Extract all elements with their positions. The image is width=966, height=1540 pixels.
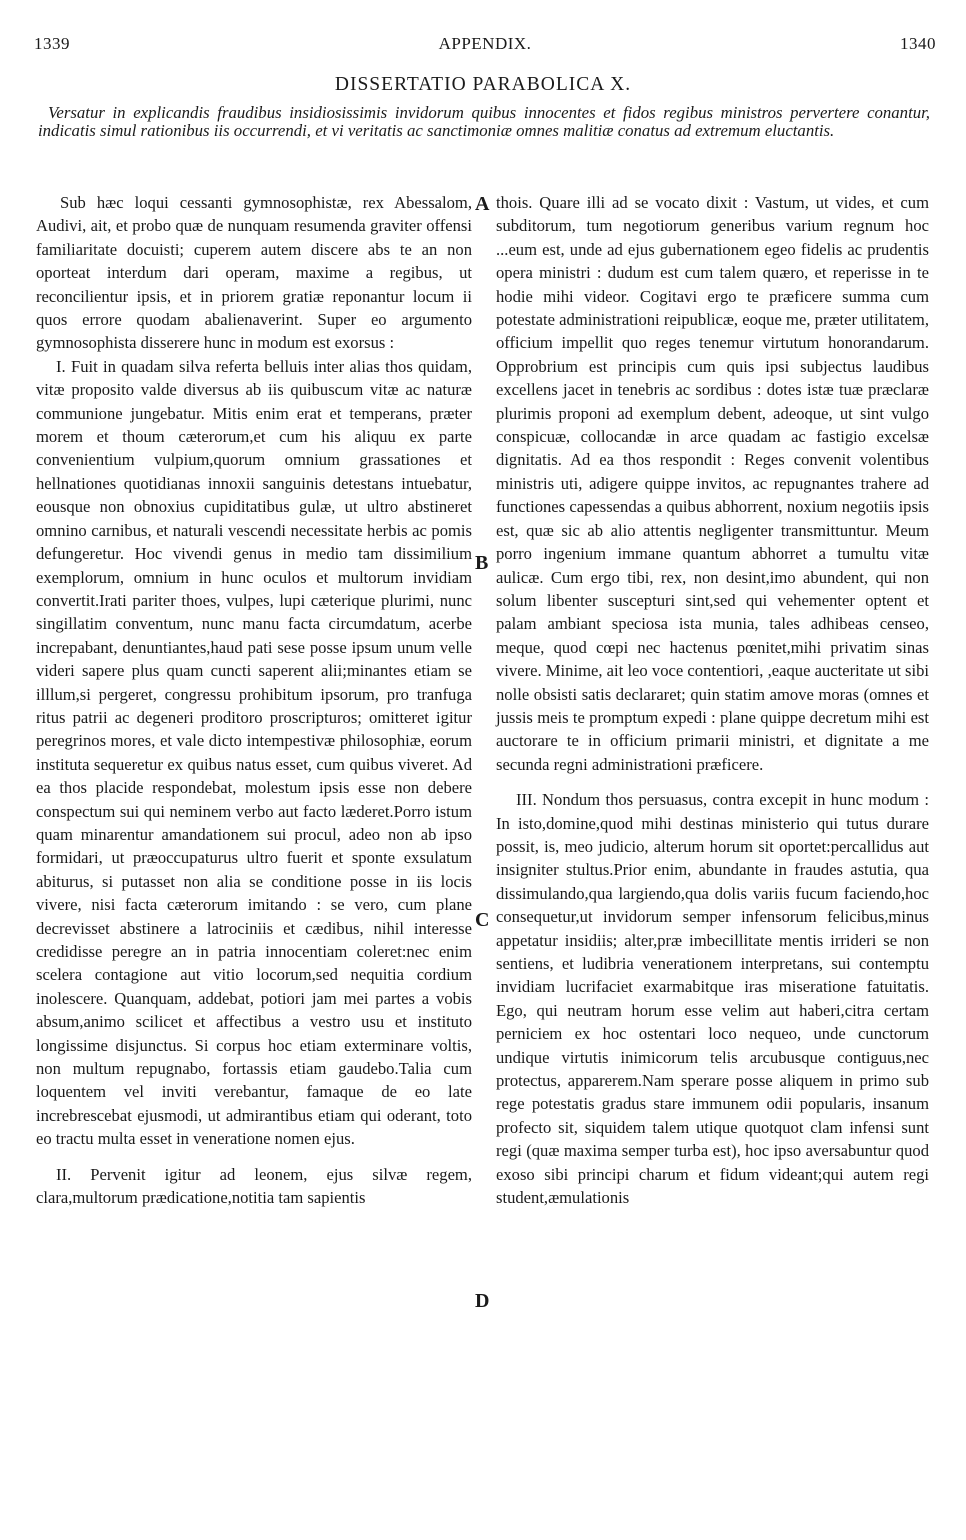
dissertation-title: DISSERTATIO PARABOLICA X. — [334, 74, 632, 95]
left-paragraph-2: I. Fuit in quadam silva referta belluis inter alias thos quidam, vitæ proposito valde diversus ab iis quibuscum vitæ ac naturæ communione jungebatur. Mitis enim erat et temperans, præter morem et thoum cæterorum,et cum his aliquu ex parte convenientium vulpium,quorum omnium grassationes et hellnationes quotidianas innoxii sanguinis detestans intuebatur, eousque non obnoxius cupiditatibus gulæ, ut ultro abstineret omnino carnibus, et naturali vescendi necessitate herbis ac pomis defungeretur. Hoc vivendi genus in medio tam dissimilium exemplorum, omnium in hunc oculos et multorum invidiam convertit.Irati pariter thoes, vulpes, lupi cæterique plurimi, nunc singillatim conventum, nunc manu facta circumdatum, acerbe increpabant, denuntiantes,haud pati sese posse ipsum unum velle videri sapere plus quam cuncti saperent alii;minantes etiam se illlum,si pergeret, congressu prohibitum ipsorum, pro tranfuga ritus patrii ac degeneri proditoro proscripturos; omitteret igitur peregrinos mores, et vale dicto intempestivæ philosophiæ, eorum instituta sequeretur ex quibus natus esset, cum quibus viveret. Ad ea thos placide respondebat, molestum ipsis esse non debere conspectum sui qui neminem verbo aut facto læderet.Porro istum quam minarentur amandationem sui procul, adeo non ab ipso formidari, ut præoccupaturus ultro fuerit et sponte exsulatum abiturus, si putasset non alia se conditione posse in iis locis vivere, nisi facta cæterorum imitando : se vero, cum plane decrevisset abstinere a latrociniis et cædibus, nihil interesse credidisse peregre an in patria innocentiam coleret:nec enim scelera contagione aut vitio locorum,sed nequitia cordium inolescere. Quanquam, addebat, potiori jam mei partes a vobis absum,animo scilicet et affectibus a vestro usu et instituto longissime disjunctus. Si corpus hoc etiam exterminare voltis, non multum repugnabo, fortassis etiam gaudebo.Talia cum loquentem vel inviti verebantur, famaque de eo late increbrescebat ejusmodi, ut admirantibus etiam qui oderant, toto eo tractu multa esset in veneratione nomen ejus. — [36, 356, 472, 1149]
right-paragraph-1: thois. Quare illi ad se vocato dixit : Vastum, ut vides, et cum subditorum, tum negotiorum generibus varium regnum hoc ...eum est, unde ad ejus gubernationem egeo fidelis ac prudentis opera ministri : dudum est cum talem quæro, et reperisse in te hodie mihi videor. Cogitavi ergo te præficere summa cum potestate administrationi reipublicæ, eoque me, præter utilitatem, officium impellit quo reges tenemur virtutum honorandarum. Opprobrium est principis cum quis ipsi subjectus laudibus excellens jacet in tenebris ac sordibus : dotes istæ tuæ præclaræ plurimis proponi ad exemplum debent, adeoque, ut sint vulgo conspicuæ, collocandæ in arce quadam ac fastigio excelsæ dignitatis. Ad ea thos respondit : Reges convenit volentibus ministris uti, adigere quippe invitos, ac repugnantes trahere ad functiones capessendas a quibus abhorrent, noxium negotiis ipsis est, quæ sic ab alio attentis negligenter transmittuntur. Meum porro ingenium immane quantum abhorret a tumultu vitæ aulicæ. Cum ergo tibi, rex, non desint,imo abundent, qui non solum libenter suscepturi sint,sed qui vehementer optent et palam ambiant speciosa ista munia, tales adhibeas censeo, meque, quod cœpi nec hactenus pœnitet,mihi privatim sinas vivere. Minime, ait leo voce contentiori, ,eaque aucteritate ut sibi nolle obsisti satis declararet; quin statim amove moras (omnes et jussis meis te promptum expedi : plane quippe decretum mihi est auctorare te in officium primarii ministri, et dignitate a me secunda regni administrationi præficere. — [496, 193, 929, 774]
margin-marker-c: C — [475, 909, 490, 931]
summary-italic: Versatur in explicandis fraudibus insidiosissimis invidorum quibus innocentes et fidos regibus ministros pervertere conantur, indicatis simul rationibus iis occurrendi, et vi veritatis ac sanctimoniæ omnes malitiæ conatus ad extremum eluctantis. — [38, 103, 930, 141]
left-paragraph-1: Sub hæc loqui cessanti gymnosophistæ, rex Abessalom, Audivi, ait, et probo quæ de nunquam resumenda graviter offensi familiaritate docuisti; cuperem autem discere abs te an non oporteat interdum dari operam, maxime a regibus, ut reconcilientur ipsis, et in priorem gratiæ reponantur locum ii quos errore quodam abalienaverint. Super eo argumento gymnosophista disserere hunc in modum est exorsus : — [36, 193, 472, 353]
running-title: APPENDIX. — [438, 34, 532, 53]
page-number-right: 1340 — [900, 34, 936, 53]
margin-marker-d: D — [475, 1290, 490, 1312]
paragraph-gap — [496, 776, 929, 788]
margin-marker-a: A — [475, 193, 490, 215]
left-column — [36, 191, 472, 1209]
paragraph-gap — [36, 1151, 472, 1163]
left-paragraph-3: II. Pervenit igitur ad leonem, ejus silvæ regem, clara,multorum prædicatione,notitia tam sapientis — [36, 1164, 472, 1208]
right-paragraph-2: III. Nondum thos persuasus, contra excepit in hunc modum : In isto,domine,quod mihi destinas ministerio qui tutus durare possit, is, meo judicio, alterum horum sit oportet:percallidus aut insigniter stultus.Prior enim, abundante in fraudes astutia, qua dissimulando,qua largiendo,qua dolis variis fucum faciendo,hoc consequetur,ut invidorum semper infensorum felicibus,minus appetatur insidiis; alter,præ imbecillitate mentis irrideri se non sentiens, et ludibria venerationem interpretans, sui contemptu invidiam lucrifaciet exarmabitque iras miseratione fatuitatis. Ego, qui neutram horum esse velim aut haberi,citra certam perniciem ex hoc ostentari loco nequeo, unde cunctorum undique virtutis inimicorum telis arcubusque contiguus,nec protectus, apparerem.Nam sperare posse aliquem in primo sub rege potestatis gradus stare immunem odii popularis, insanum profecto sit, siquidem talem utique quotquot clam infensi sunt regi (quæ maxima semper turba est), hoc ipso aversabuntur quod exoso sibi principi charum et fidum videant;qui autem regi student,æmulationis — [496, 790, 929, 1208]
margin-marker-b: B — [475, 552, 489, 574]
right-column — [496, 191, 929, 1209]
page-number-left: 1339 — [34, 34, 70, 53]
running-header — [34, 34, 936, 60]
